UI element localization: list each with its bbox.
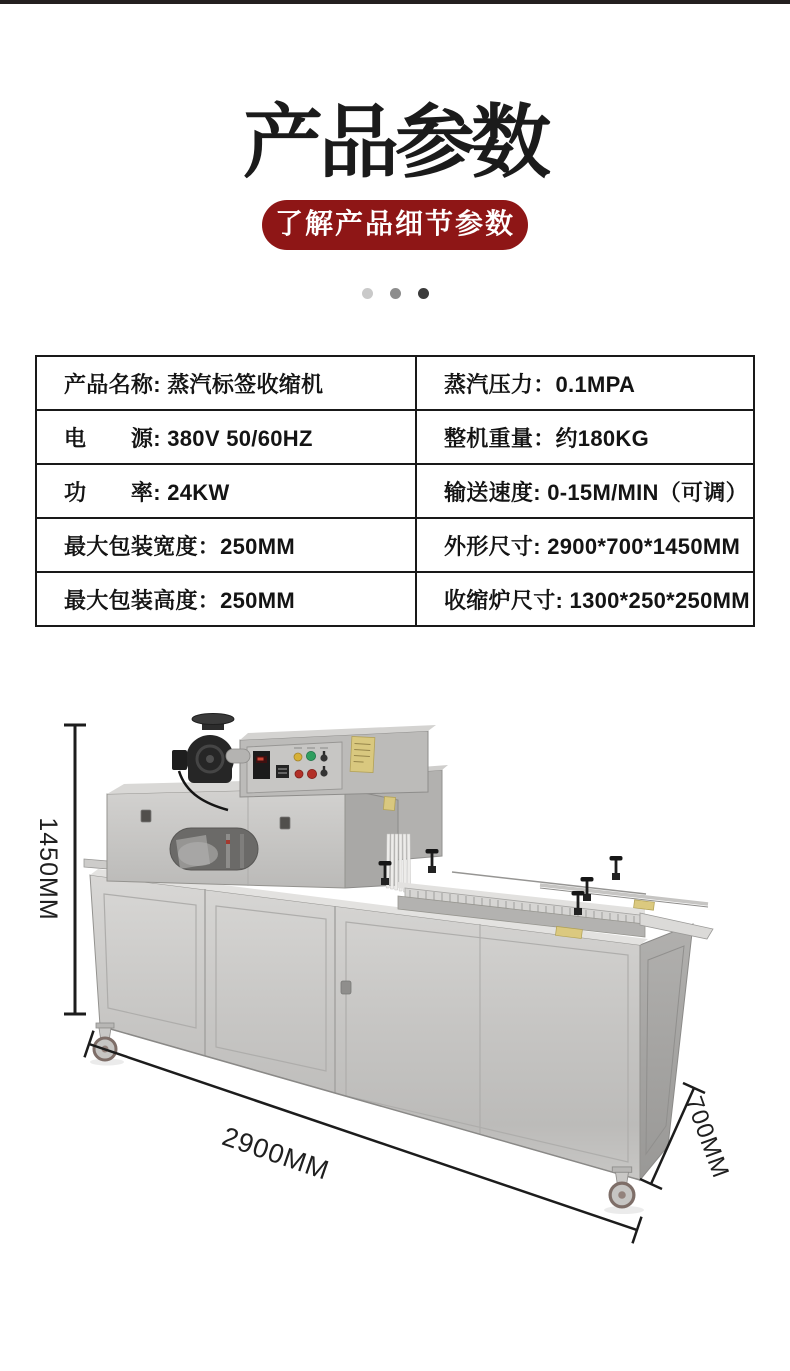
spec-cell-right: 输送速度: 0-15M/MIN（可调） [416, 464, 754, 518]
page-title: 产品参数 [243, 100, 547, 188]
spec-row [36, 518, 754, 572]
spec-row [36, 572, 754, 626]
carousel-dot [390, 288, 401, 299]
spec-sticker [350, 736, 375, 772]
section-header [0, 4, 790, 299]
control-panel [240, 725, 436, 797]
spec-cell-left: 最大包装宽度：250MM [36, 518, 416, 572]
carousel-dot-active [418, 288, 429, 299]
spec-cell-left: 产品名称: 蒸汽标签收缩机 [36, 356, 416, 410]
detail-ribbon: 了解产品细节参数 [262, 200, 528, 250]
dimension-depth-label: 700MM [679, 1092, 735, 1183]
product-figure [0, 638, 790, 1359]
spec-cell-right: 整机重量：约180KG [416, 410, 754, 464]
spec-cell-right: 蒸汽压力：0.1MPA [416, 356, 754, 410]
spec-cell-right: 收缩炉尺寸: 1300*250*250MM [416, 572, 754, 626]
spec-row [36, 410, 754, 464]
spec-row [36, 356, 754, 410]
carousel-dot [362, 288, 373, 299]
spec-cell-left: 电 源: 380V 50/60HZ [36, 410, 416, 464]
carousel-dots [0, 288, 790, 299]
spec-row [36, 464, 754, 518]
spec-cell-left: 功 率: 24KW [36, 464, 416, 518]
machine-illustration [0, 638, 790, 1359]
spec-table [35, 355, 755, 627]
spec-cell-left: 最大包装高度：250MM [36, 572, 416, 626]
dimension-height-label: 1450MM [34, 817, 62, 921]
dimension-length-label: 2900MM [218, 1121, 334, 1186]
spec-cell-right: 外形尺寸: 2900*700*1450MM [416, 518, 754, 572]
